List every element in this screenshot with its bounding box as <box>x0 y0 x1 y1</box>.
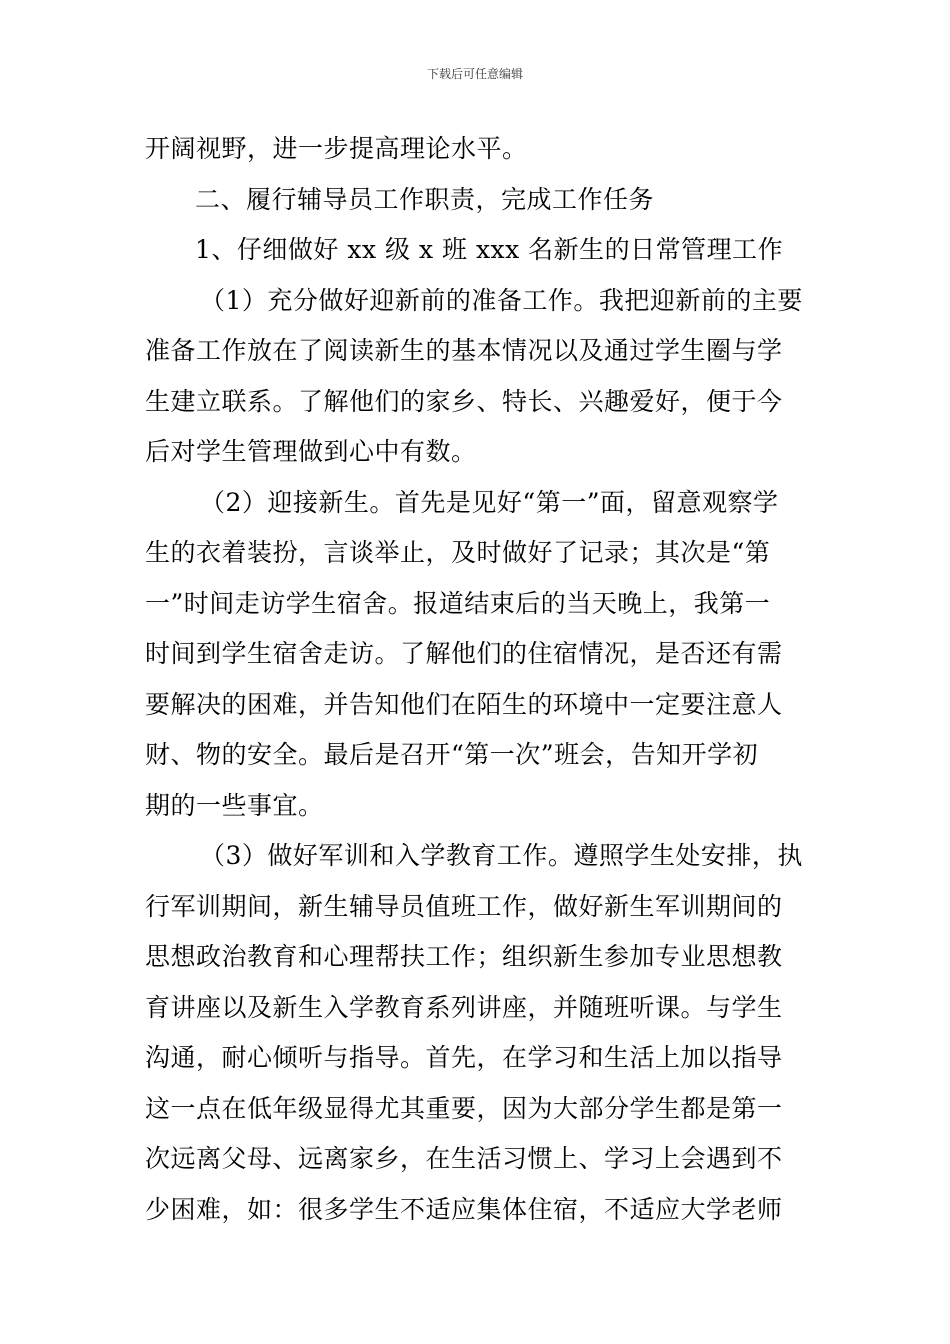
paragraph-line: 次远离父母、远离家乡，在生活习惯上、学习上会遇到不 <box>145 1144 783 1173</box>
paragraph-line: 财、物的安全。最后是召开“第一次”班会，告知开学初 <box>145 740 759 769</box>
paragraph-line: 生建立联系。了解他们的家乡、特长、兴趣爱好，便于今 <box>145 386 783 416</box>
paragraph-line: 时间到学生宿舍走访。了解他们的住宿情况，是否还有需 <box>145 639 783 668</box>
paragraph-line: 准备工作放在了阅读新生的基本情况以及通过学生圈与学 <box>145 336 783 365</box>
paragraph-line: 这一点在低年级显得尤其重要，因为大部分学生都是第一 <box>145 1093 783 1123</box>
paragraph-line: 思想政治教育和心理帮扶工作；组织新生参加专业思想教 <box>145 942 783 971</box>
paragraph-line: 生的衣着装扮，言谈举止，及时做好了记录；其次是“第 <box>145 538 771 567</box>
paragraph-line: 开阔视野，进一步提高理论水平。 <box>145 134 528 163</box>
section-heading: 二、履行辅导员工作职责，完成工作任务 <box>195 184 655 214</box>
paragraph-line: （1）充分做好迎新前的准备工作。我把迎新前的主要 <box>200 285 803 315</box>
paragraph-line: 行军训期间，新生辅导员值班工作，做好新生军训期间的 <box>145 891 783 921</box>
paragraph-line: （2）迎接新生。首先是见好“第一”面，留意观察学 <box>200 487 779 517</box>
page-header: 下载后可任意编辑 <box>426 67 523 81</box>
paragraph-line: 期的一些事宜。 <box>145 790 324 820</box>
paragraph-line: 一”时间走访学生宿舍。报道结束后的当天晚上，我第一 <box>145 588 771 618</box>
document-body <box>145 124 810 1235</box>
paragraph-line: （3）做好军训和入学教育工作。遵照学生处安排，执 <box>200 841 803 870</box>
paragraph-line: 后对学生管理做到心中有数。 <box>145 437 477 466</box>
paragraph-line: 要解决的困难，并告知他们在陌生的环境中一定要注意人 <box>145 689 783 719</box>
paragraph-line: 少困难，如：很多学生不适应集体住宿，不适应大学老师 <box>145 1194 783 1224</box>
subsection-heading: 1、仔细做好 xx 级 x 班 xxx 名新生的日常管理工作 <box>195 235 784 264</box>
paragraph-line: 沟通，耐心倾听与指导。首先，在学习和生活上加以指导 <box>145 1043 783 1072</box>
paragraph-line: 育讲座以及新生入学教育系列讲座，并随班听课。与学生 <box>145 992 783 1022</box>
